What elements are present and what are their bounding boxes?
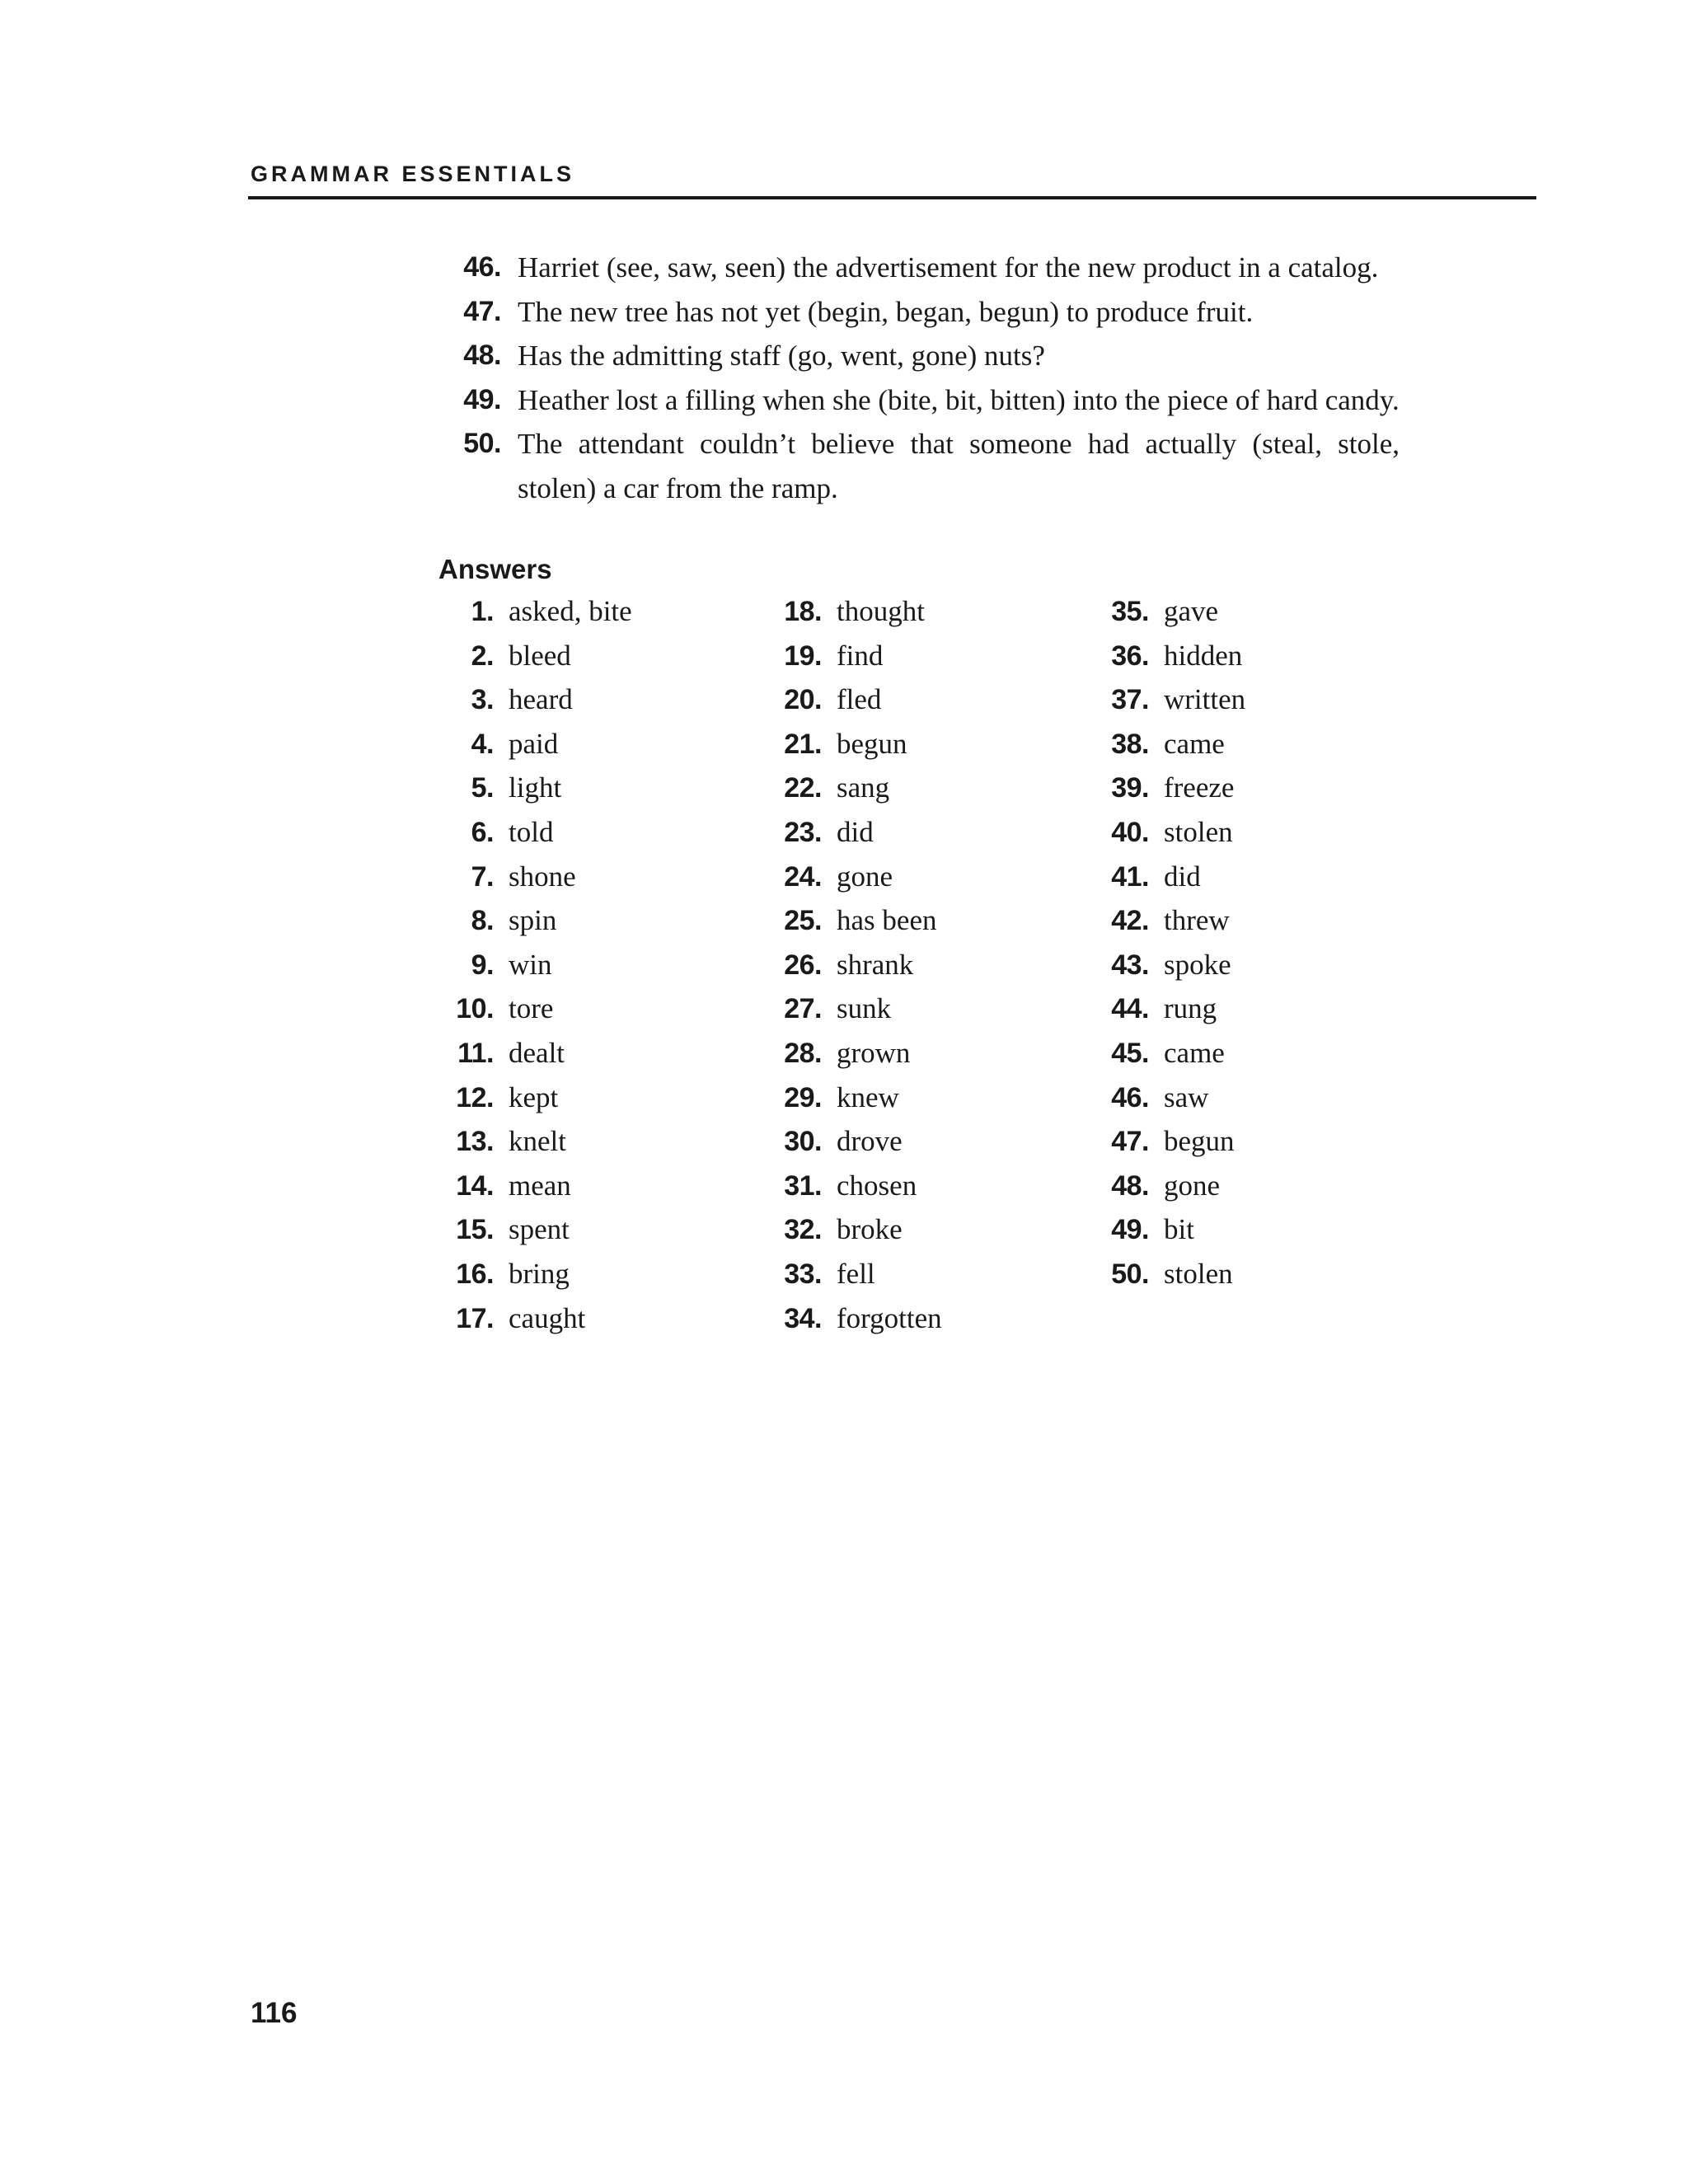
answer-item <box>1094 722 1245 766</box>
answer-word: sunk <box>837 992 892 1025</box>
answer-number: 44. <box>1111 993 1149 1025</box>
answer-number: 1. <box>471 596 494 627</box>
answer-column-2 <box>767 589 942 1340</box>
answer-number: 42. <box>1111 905 1149 937</box>
answer-word: broke <box>837 1213 903 1246</box>
answer-word: came <box>1164 1036 1225 1069</box>
answer-number: 7. <box>471 860 494 893</box>
answer-number: 3. <box>471 684 494 716</box>
answer-word: paid <box>509 727 559 760</box>
answer-word: freeze <box>1164 771 1235 804</box>
answer-word: gave <box>1164 595 1219 627</box>
answer-number: 6. <box>471 816 494 848</box>
answer-word: fell <box>837 1257 875 1290</box>
answer-item <box>767 943 942 987</box>
exercise-item <box>452 290 1400 335</box>
answer-item <box>1094 1252 1245 1296</box>
answer-item <box>767 589 942 634</box>
answer-word: fled <box>837 683 882 716</box>
answer-item <box>438 1207 632 1252</box>
header-rule <box>248 196 1536 199</box>
answer-word: shone <box>509 860 576 893</box>
answers-heading: Answers <box>438 554 552 584</box>
answer-number: 36. <box>1111 640 1149 672</box>
answer-item <box>438 766 632 810</box>
exercise-number: 50. <box>463 428 501 460</box>
answer-item <box>438 810 632 855</box>
answer-number: 10. <box>456 993 494 1025</box>
answer-item <box>1094 987 1245 1031</box>
answer-number: 49. <box>1111 1214 1149 1246</box>
answer-number: 9. <box>471 949 494 981</box>
answer-word: find <box>837 639 884 672</box>
answer-item <box>767 1252 942 1296</box>
answer-number: 30. <box>784 1126 822 1158</box>
answer-item <box>767 1296 942 1341</box>
answer-item <box>438 855 632 899</box>
answer-word: did <box>837 815 874 848</box>
answer-item <box>438 1296 632 1341</box>
exercise-number: 48. <box>463 340 501 372</box>
answer-item <box>767 987 942 1031</box>
answer-word: gone <box>837 860 893 893</box>
answer-item <box>767 855 942 899</box>
answer-word: threw <box>1164 904 1230 937</box>
answer-word: tore <box>509 992 554 1025</box>
answer-word: sang <box>837 771 890 804</box>
answer-word: begun <box>1164 1125 1235 1158</box>
answer-word: dealt <box>509 1036 565 1069</box>
answer-word: has been <box>837 904 937 937</box>
answer-item <box>767 898 942 943</box>
answer-number: 11. <box>457 1037 494 1069</box>
answer-number: 37. <box>1111 684 1149 716</box>
answer-number: 2. <box>471 640 494 672</box>
answer-item <box>1094 1076 1245 1120</box>
answer-number: 45. <box>1111 1037 1149 1069</box>
answer-item <box>1094 1031 1245 1076</box>
answer-item <box>1094 810 1245 855</box>
answer-item <box>767 677 942 722</box>
answer-item <box>438 1076 632 1120</box>
answer-item <box>1094 634 1245 678</box>
exercise-item <box>452 378 1400 423</box>
exercise-list <box>452 246 1400 511</box>
answer-item <box>1094 677 1245 722</box>
exercise-text: Harriet (see, saw, seen) the advertisement for the new product in a catalog. <box>518 251 1379 284</box>
answer-number: 27. <box>784 993 822 1025</box>
answer-item <box>767 1031 942 1076</box>
exercise-number: 49. <box>463 383 501 415</box>
answer-item <box>767 766 942 810</box>
answer-word: drove <box>837 1125 903 1158</box>
answer-word: came <box>1164 727 1225 760</box>
answer-number: 14. <box>456 1169 494 1202</box>
answer-number: 38. <box>1111 728 1149 760</box>
answer-item <box>438 589 632 634</box>
answer-item <box>438 1119 632 1164</box>
answer-number: 23. <box>784 816 822 848</box>
answer-word: caught <box>509 1301 586 1334</box>
answer-word: bring <box>509 1257 570 1290</box>
answer-word: thought <box>837 595 925 627</box>
answer-word: rung <box>1164 992 1217 1025</box>
answer-number: 8. <box>471 905 494 937</box>
answer-word: spin <box>509 904 557 937</box>
answer-word: chosen <box>837 1169 917 1202</box>
answer-number: 25. <box>784 905 822 937</box>
answer-number: 35. <box>1111 596 1149 627</box>
answer-number: 40. <box>1111 816 1149 848</box>
answer-number: 39. <box>1111 772 1149 804</box>
answer-word: begun <box>837 727 907 760</box>
exercise-text: The attendant couldn’t believe that someone had actually (steal, stole, stolen) a car from the ramp. <box>518 428 1400 504</box>
answer-number: 18. <box>784 596 822 627</box>
answer-word: stolen <box>1164 815 1233 848</box>
answer-item <box>767 722 942 766</box>
answer-item <box>438 677 632 722</box>
answer-word: kept <box>509 1080 559 1113</box>
answer-item <box>767 1119 942 1164</box>
exercise-number: 46. <box>463 251 501 283</box>
answer-number: 26. <box>784 949 822 981</box>
answer-item <box>1094 943 1245 987</box>
answer-item <box>1094 1164 1245 1208</box>
answer-word: spoke <box>1164 948 1231 981</box>
answer-item <box>438 943 632 987</box>
answer-item <box>767 1076 942 1120</box>
answer-item <box>438 1252 632 1296</box>
exercise-text: The new tree has not yet (begin, began, begun) to produce fruit. <box>518 295 1254 328</box>
answer-number: 4. <box>471 728 494 760</box>
answer-word: told <box>509 815 554 848</box>
answer-number: 16. <box>456 1258 494 1290</box>
answer-number: 21. <box>784 728 822 760</box>
answer-word: mean <box>509 1169 571 1202</box>
answer-item <box>438 722 632 766</box>
exercise-item <box>452 334 1400 378</box>
answer-number: 5. <box>471 772 494 804</box>
exercise-text: Heather lost a filling when she (bite, bit, bitten) into the piece of hard candy. <box>518 383 1400 416</box>
answer-number: 19. <box>784 640 822 672</box>
answer-column-1 <box>438 589 632 1340</box>
answer-word: heard <box>509 683 573 716</box>
answer-item <box>438 1164 632 1208</box>
answer-item <box>438 898 632 943</box>
answer-number: 15. <box>456 1214 494 1246</box>
answer-word: bit <box>1164 1213 1194 1246</box>
answer-column-3 <box>1094 589 1245 1296</box>
answer-item <box>438 634 632 678</box>
answer-number: 31. <box>784 1169 822 1202</box>
answer-word: gone <box>1164 1169 1221 1202</box>
answer-number: 32. <box>784 1214 822 1246</box>
answer-number: 41. <box>1111 860 1149 893</box>
answer-word: grown <box>837 1036 911 1069</box>
answer-word: written <box>1164 683 1246 716</box>
answer-item <box>1094 1119 1245 1164</box>
answer-number: 24. <box>784 860 822 893</box>
page-number: 116 <box>251 1997 298 2029</box>
answer-number: 50. <box>1111 1258 1149 1290</box>
running-head-title: GRAMMAR ESSENTIALS <box>251 162 575 186</box>
answer-word: did <box>1164 860 1201 893</box>
answer-item <box>1094 766 1245 810</box>
answer-word: saw <box>1164 1080 1209 1113</box>
answer-number: 22. <box>784 772 822 804</box>
answer-item <box>1094 1207 1245 1252</box>
answer-item <box>438 987 632 1031</box>
answer-number: 48. <box>1111 1169 1149 1202</box>
answer-word: hidden <box>1164 639 1243 672</box>
answer-number: 20. <box>784 684 822 716</box>
exercise-text: Has the admitting staff (go, went, gone) nuts? <box>518 340 1045 373</box>
answer-number: 17. <box>456 1302 494 1334</box>
answer-word: knelt <box>509 1125 566 1158</box>
answer-word: shrank <box>837 948 914 981</box>
exercise-item <box>452 422 1400 510</box>
answer-word: forgotten <box>837 1301 942 1334</box>
answer-number: 12. <box>456 1081 494 1113</box>
answer-word: knew <box>837 1080 899 1113</box>
answer-number: 13. <box>456 1126 494 1158</box>
answer-item <box>1094 589 1245 634</box>
answer-word: stolen <box>1164 1257 1233 1290</box>
answer-number: 34. <box>784 1302 822 1334</box>
answer-word: spent <box>509 1213 570 1246</box>
answer-number: 43. <box>1111 949 1149 981</box>
answer-item <box>767 1164 942 1208</box>
answer-number: 46. <box>1111 1081 1149 1113</box>
exercise-number: 47. <box>463 295 501 327</box>
exercise-item <box>452 246 1400 290</box>
answer-item <box>438 1031 632 1076</box>
answer-number: 47. <box>1111 1126 1149 1158</box>
answer-item <box>767 1207 942 1252</box>
answer-item <box>1094 898 1245 943</box>
answer-word: win <box>509 948 552 981</box>
answer-number: 29. <box>784 1081 822 1113</box>
answer-item <box>767 634 942 678</box>
answer-number: 28. <box>784 1037 822 1069</box>
answer-item <box>767 810 942 855</box>
answer-word: bleed <box>509 639 571 672</box>
answer-word: asked, bite <box>509 595 632 627</box>
answer-word: light <box>509 771 562 804</box>
answer-item <box>1094 855 1245 899</box>
answer-number: 33. <box>784 1258 822 1290</box>
